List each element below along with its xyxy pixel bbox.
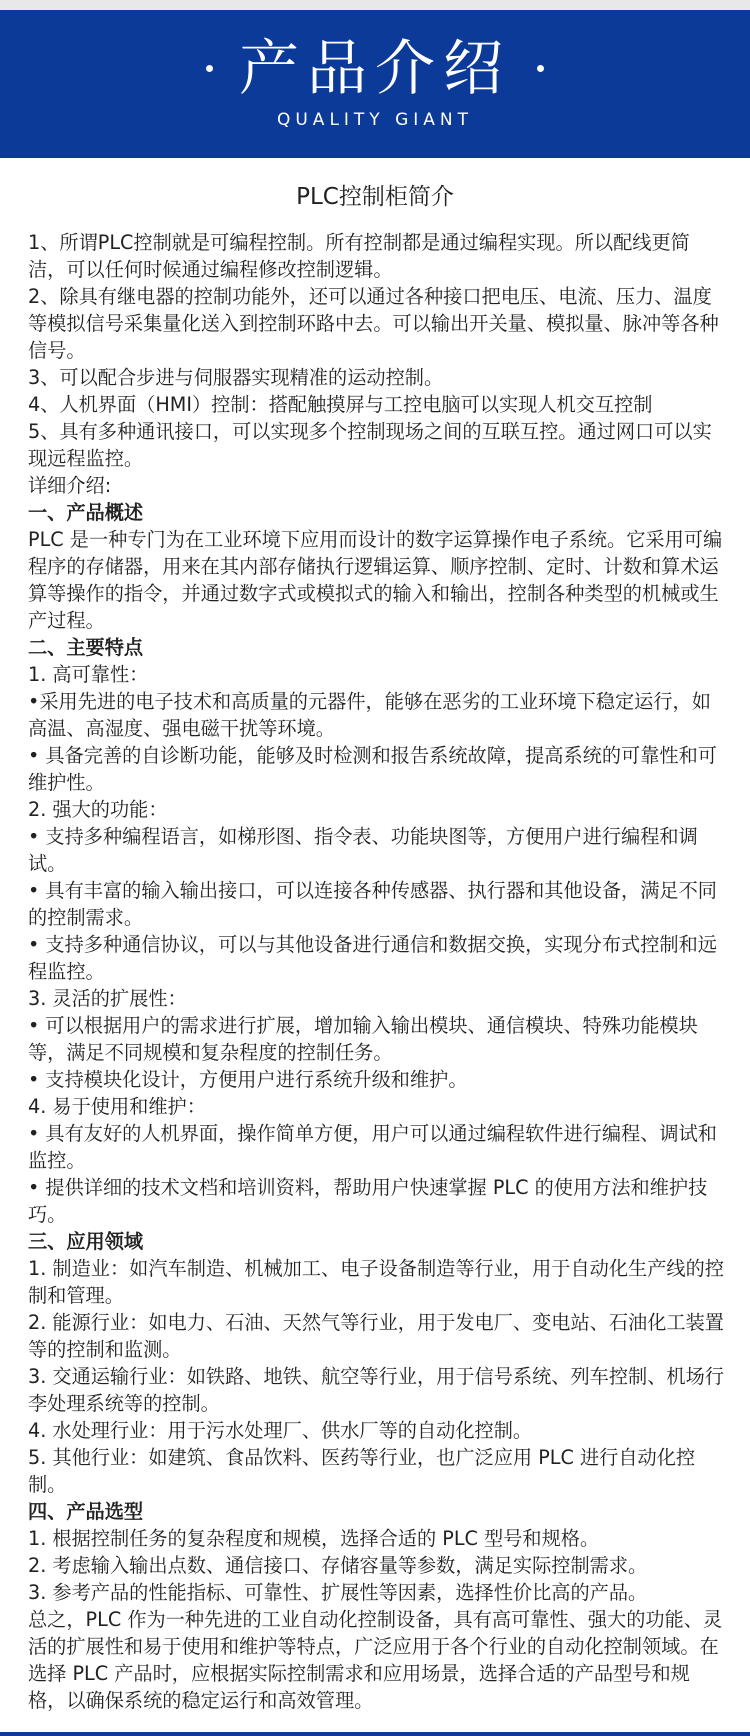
paragraph: • 具有丰富的输入输出接口，可以连接各种传感器、执行器和其他设备，满足不同的控制需求。 <box>28 879 717 929</box>
paragraph: 4. 水处理行业：用于污水处理厂、供水厂等的自动化控制。 <box>28 1419 533 1442</box>
paragraph: •采用先进的电子技术和高质量的元器件，能够在恶劣的工业环境下稳定运行，如高温、高湿度、强电磁干扰等环境。 <box>28 690 711 740</box>
paragraph: • 支持模块化设计，方便用户进行系统升级和维护。 <box>28 1068 468 1091</box>
paragraph: 1. 制造业：如汽车制造、机械加工、电子设备制造等行业，用于自动化生产线的控制和管理。 <box>28 1257 724 1307</box>
bullet-dot-right <box>537 65 544 72</box>
page-heading: PLC控制柜简介 <box>296 184 454 210</box>
paragraph: 3. 灵活的扩展性： <box>28 987 187 1010</box>
paragraph: 3、可以配合步进与伺服器实现精准的运动控制。 <box>28 366 444 389</box>
paragraph: 2. 考虑输入输出点数、通信接口、存储容量等参数，满足实际控制需求。 <box>28 1554 648 1577</box>
paragraph: 5. 其他行业：如建筑、食品饮料、医药等行业，也广泛应用 PLC 进行自动化控制。 <box>28 1446 696 1496</box>
section-heading: 四、产品选型 <box>28 1500 144 1523</box>
paragraph: 1. 高可靠性： <box>28 663 149 686</box>
paragraph: 总之，PLC 作为一种先进的工业自动化控制设备，具有高可靠性、强大的功能、灵活的扩展性和易于使用和维护等特点，广泛应用于各个行业的自动化控制领域。在选择 PLC 产品时，应根据实际控制需求和应用场景，选择合适的产品型号和规格，以确保系统的稳定运行和高效管理。 <box>28 1608 723 1712</box>
paragraph: 2. 能源行业：如电力、石油、天然气等行业，用于发电厂、变电站、石油化工装置等的控制和监测。 <box>28 1311 724 1361</box>
paragraph: • 支持多种编程语言，如梯形图、指令表、功能块图等，方便用户进行编程和调试。 <box>28 825 698 875</box>
section-heading: 一、产品概述 <box>28 501 144 524</box>
paragraph: 1. 根据控制任务的复杂程度和规模，选择合适的 PLC 型号和规格。 <box>28 1527 600 1550</box>
banner-subtitle: QUALITY GIANT <box>276 110 474 130</box>
paragraph: 2、除具有继电器的控制功能外，还可以通过各种接口把电压、电流、压力、温度等模拟信号采集量化送入到控制环路中去。可以输出开关量、模拟量、脉冲等各种信号。 <box>28 285 719 362</box>
paragraph: • 支持多种通信协议，可以与其他设备进行通信和数据交换，实现分布式控制和远程监控。 <box>28 933 717 983</box>
paragraph: • 提供详细的技术文档和培训资料，帮助用户快速掌握 PLC 的使用方法和维护技巧。 <box>28 1176 708 1226</box>
section-heading: 二、主要特点 <box>28 636 144 659</box>
paragraph: 4. 易于使用和维护： <box>28 1095 206 1118</box>
paragraph: 1、所谓PLC控制就是可编程控制。所有控制都是通过编程实现。所以配线更简洁，可以任何时候通过编程修改控制逻辑。 <box>28 231 690 281</box>
banner-title <box>0 34 750 104</box>
title-banner <box>0 0 750 158</box>
paragraph: 3. 交通运输行业：如铁路、地铁、航空等行业，用于信号系统、列车控制、机场行李处理系统等的控制。 <box>28 1365 724 1415</box>
article-body <box>28 229 724 1714</box>
banner-title-text: 产品介绍 <box>239 34 511 104</box>
paragraph: • 具备完善的自诊断功能，能够及时检测和报告系统故障，提高系统的可靠性和可维护性。 <box>28 744 717 794</box>
banner-top-strip <box>0 0 750 10</box>
paragraph: 2. 强大的功能： <box>28 798 168 821</box>
bullet-dot-left <box>206 65 213 72</box>
paragraph: 详细介绍: <box>28 474 112 497</box>
paragraph: 3. 参考产品的性能指标、可靠性、扩展性等因素，选择性价比高的产品。 <box>28 1581 648 1604</box>
bottom-divider <box>0 1732 750 1736</box>
paragraph: PLC 是一种专门为在工业环境下应用而设计的数字运算操作电子系统。它采用可编程序的存储器，用来在其内部存储执行逻辑运算、顺序控制、定时、计数和算术运算等操作的指令，并通过数字式或模拟式的输入和输出，控制各种类型的机械或生产过程。 <box>28 528 723 632</box>
paragraph: 5、具有多种通讯接口，可以实现多个控制现场之间的互联互控。通过网口可以实现远程监控。 <box>28 420 712 470</box>
paragraph: • 可以根据用户的需求进行扩展，增加输入输出模块、通信模块、特殊功能模块等，满足不同规模和复杂程度的控制任务。 <box>28 1014 698 1064</box>
section-heading: 三、应用领域 <box>28 1230 144 1253</box>
paragraph: 4、人机界面（HMI）控制：搭配触摸屏与工控电脑可以实现人机交互控制 <box>28 393 653 416</box>
paragraph: • 具有友好的人机界面，操作简单方便，用户可以通过编程软件进行编程、调试和监控。 <box>28 1122 717 1172</box>
